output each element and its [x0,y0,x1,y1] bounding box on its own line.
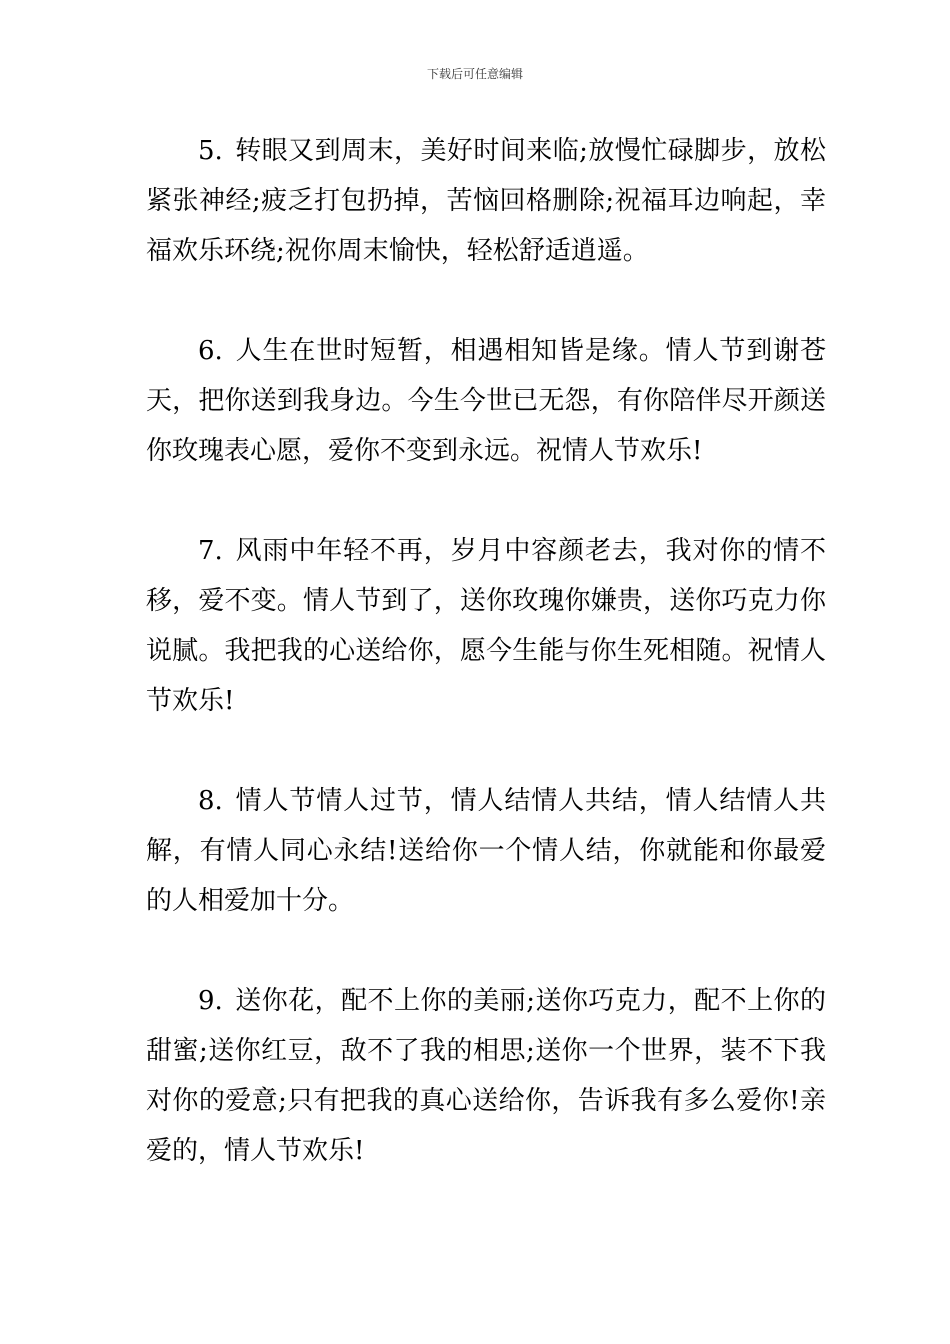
page-header: 下载后可任意编辑 [426,67,523,81]
paragraph-text: 转眼又到周末，美好时间来临;放慢忙碌脚步，放松紧张神经;疲乏打包扔掉，苦恼回格删除;祝福耳边响起，幸福欢乐环绕;祝你周末愉快，轻松舒适逍遥。 [146,136,826,266]
paragraph-number: 9. [198,986,223,1016]
paragraph-5 [146,126,826,276]
paragraph-9 [146,976,826,1176]
document-body [146,126,826,1226]
paragraph-text: 人生在世时短暂，相遇相知皆是缘。情人节到谢苍天，把你送到我身边。今生今世已无怨，有你陪伴尽开颜送你玫瑰表心愿，爱你不变到永远。祝情人节欢乐! [146,336,826,466]
paragraph-text: 送你花，配不上你的美丽;送你巧克力，配不上你的甜蜜;送你红豆，敌不了我的相思;送你一个世界，装不下我对你的爱意;只有把我的真心送给你，告诉我有多么爱你!亲爱的，情人节欢乐! [146,986,826,1166]
paragraph-number: 6. [198,336,223,366]
paragraph-text: 风雨中年轻不再，岁月中容颜老去，我对你的情不移，爱不变。情人节到了，送你玫瑰你嫌贵，送你巧克力你说腻。我把我的心送给你，愿今生能与你生死相随。祝情人节欢乐! [146,536,826,716]
paragraph-number: 5. [198,136,223,166]
paragraph-8 [146,776,826,926]
paragraph-6 [146,326,826,476]
paragraph-7 [146,526,826,726]
paragraph-text: 情人节情人过节，情人结情人共结，情人结情人共解，有情人同心永结!送给你一个情人结，你就能和你最爱的人相爱加十分。 [146,786,826,916]
paragraph-number: 7. [198,536,223,566]
paragraph-number: 8. [198,786,223,816]
